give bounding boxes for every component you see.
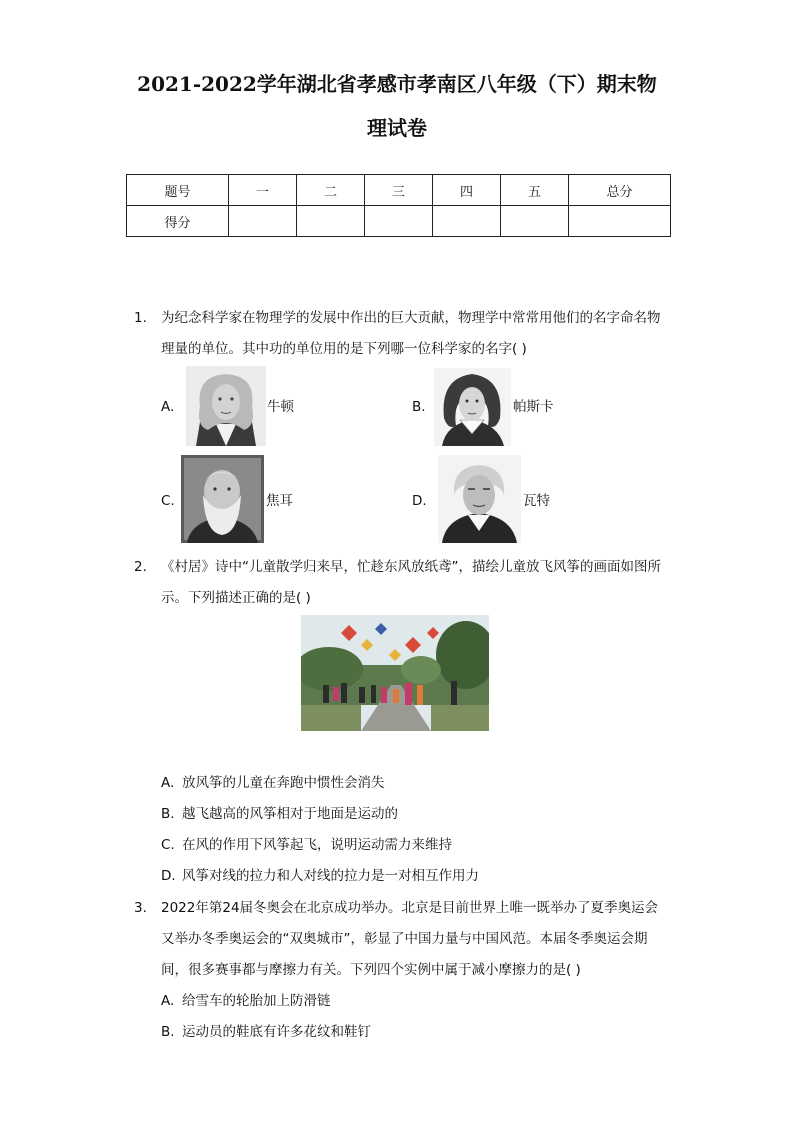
option-letter: A. (161, 775, 175, 791)
score-table (126, 174, 671, 237)
answer-option (161, 772, 385, 794)
option-text: 风筝对线的拉力和人对线的拉力是一对相互作用力 (182, 868, 479, 884)
answer-option (161, 990, 331, 1012)
question-number: 2. (134, 559, 147, 575)
score-table-score-row (127, 206, 671, 237)
option-text: 瓦特 (523, 493, 550, 509)
option-letter: B. (412, 399, 426, 415)
question-text: 2022年第24届冬奥会在北京成功举办。北京是目前世界上唯一既举办了夏季奥运会又举办冬季奥运会的“双奥城市”，彰显了中国力量与中国风范。本届冬季奥运会期间，很多赛事都与摩擦力有关。下列四个实例中属于减小摩擦力的是( ) (161, 900, 659, 978)
question-1 (134, 303, 664, 365)
exam-title-line-2: 理试卷 (367, 116, 427, 140)
option-text: 在风的作用下风筝起飞，说明运动需力来维持 (182, 837, 452, 853)
score-header-cell: 四 (433, 175, 501, 206)
option-letter: C. (161, 493, 175, 509)
score-header-cell: 题号 (127, 175, 229, 206)
option-letter: D. (412, 493, 427, 509)
option-text: 帕斯卡 (513, 399, 554, 415)
answer-option (161, 865, 479, 887)
option-letter: A. (161, 993, 175, 1009)
score-header-cell: 二 (297, 175, 365, 206)
answer-option (161, 803, 398, 825)
score-cell[interactable] (501, 206, 569, 237)
option-text: 放风筝的儿童在奔跑中惯性会消失 (182, 775, 385, 791)
portrait-watt (438, 455, 521, 543)
portrait-pascal (434, 368, 511, 446)
question-text: 为纪念科学家在物理学的发展中作出的巨大贡献，物理学中常常用他们的名字命名物理量的单位。其中功的单位用的是下列哪一位科学家的名字( ) (161, 310, 661, 357)
portrait-joule (181, 455, 264, 543)
score-cell[interactable] (297, 206, 365, 237)
portrait-newton (186, 366, 266, 446)
question-3 (134, 893, 664, 986)
option-text: 焦耳 (266, 493, 293, 509)
score-table-header-row (127, 175, 671, 206)
score-cell[interactable] (569, 206, 671, 237)
score-row-label: 得分 (127, 206, 229, 237)
option-letter: A. (161, 399, 175, 415)
option-letter: C. (161, 837, 175, 853)
question-number: 3. (134, 900, 147, 916)
option-letter: B. (161, 806, 175, 822)
option-text: 运动员的鞋底有许多花纹和鞋钉 (182, 1024, 371, 1040)
option-letter: B. (161, 1024, 175, 1040)
option-letter: D. (161, 868, 176, 884)
question-2 (134, 552, 664, 614)
score-header-cell: 三 (365, 175, 433, 206)
score-cell[interactable] (433, 206, 501, 237)
score-header-cell: 五 (501, 175, 569, 206)
option-text: 给雪车的轮胎加上防滑链 (182, 993, 331, 1009)
answer-option (161, 834, 452, 856)
score-header-cell: 总分 (569, 175, 671, 206)
option-text: 越飞越高的风筝相对于地面是运动的 (182, 806, 398, 822)
answer-option (161, 1021, 371, 1043)
score-cell[interactable] (229, 206, 297, 237)
kite-flying-photo (301, 615, 489, 731)
score-cell[interactable] (365, 206, 433, 237)
score-header-cell: 一 (229, 175, 297, 206)
question-text: 《村居》诗中“儿童散学归来早，忙趁东风放纸鸢”，描绘儿童放飞风筝的画面如图所示。下列描述正确的是( ) (161, 559, 661, 606)
question-number: 1. (134, 310, 147, 326)
exam-title-line-1: 2021-2022学年湖北省孝感市孝南区八年级（下）期末物 (137, 72, 657, 96)
option-text: 牛顿 (267, 399, 294, 415)
